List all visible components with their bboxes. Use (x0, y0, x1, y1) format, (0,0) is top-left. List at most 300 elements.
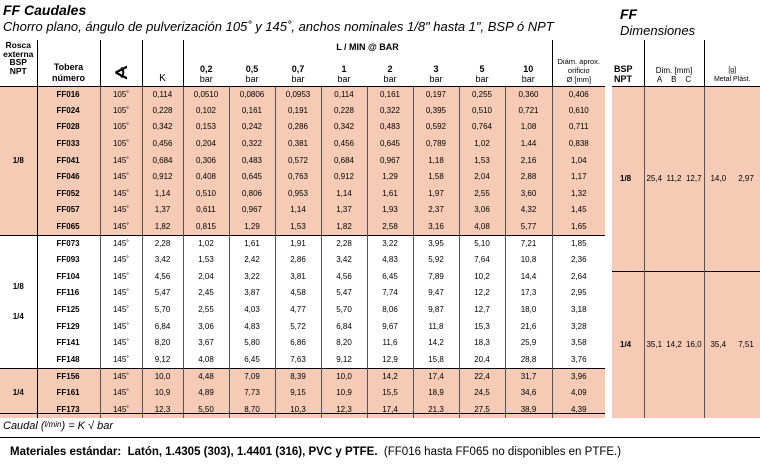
table-row (0, 219, 605, 236)
flow-value: 0,306 (183, 152, 229, 169)
flow-value: 0,204 (183, 136, 229, 153)
flow-value: 1,14 (275, 202, 321, 219)
col-nozzle-header: Tobera número (37, 40, 100, 86)
nozzle-number: FF033 (37, 136, 100, 153)
flow-value: 12,9 (367, 352, 413, 369)
table-row (0, 152, 605, 169)
flow-value: 3,81 (275, 269, 321, 286)
k-factor: 1,14 (142, 186, 183, 203)
flow-value: 38,9 (505, 401, 552, 418)
flow-value: 0,763 (275, 169, 321, 186)
flow-value: 0,381 (275, 136, 321, 153)
weight-metal: 14,0 (704, 86, 732, 271)
flow-value: 0,360 (505, 86, 552, 103)
pressure-unit: bar (475, 73, 489, 84)
flow-value: 7,73 (229, 385, 275, 402)
flow-value: 17,4 (413, 368, 459, 385)
k-factor: 10,0 (142, 368, 183, 385)
table-row (0, 368, 605, 385)
spray-angle: 145˚ (100, 368, 142, 385)
flow-value: 0,592 (413, 119, 459, 136)
nozzle-number: FF116 (37, 285, 100, 302)
flow-value: 1,53 (183, 252, 229, 269)
spray-angle: 145˚ (100, 401, 142, 418)
flow-value: 3,42 (321, 252, 367, 269)
orifice-diameter: 4,09 (552, 385, 605, 402)
flow-value: 3,60 (505, 186, 552, 203)
orifice-diameter: 0,711 (552, 119, 605, 136)
orifice-diameter: 1,17 (552, 169, 605, 186)
col-diameter-header: Diám. aprox. orificio Ø [mm] (552, 40, 605, 86)
flow-value: 0,408 (183, 169, 229, 186)
flow-value: 1,14 (321, 186, 367, 203)
flow-value: 6,84 (321, 318, 367, 335)
dimensions-subtitle: Dimensiones (620, 23, 696, 38)
flow-formula: Caudal (l/min) = K √ bar (0, 413, 605, 435)
flow-header (0, 0, 605, 40)
orifice-diameter: 0,610 (552, 103, 605, 120)
flow-value: 25,9 (505, 335, 552, 352)
dim-c: 12,7 (684, 86, 704, 271)
spray-angle: 145˚ (100, 352, 142, 369)
flow-value: 1,97 (413, 186, 459, 203)
flow-value: 1,58 (413, 169, 459, 186)
flow-value: 0,322 (367, 103, 413, 120)
nozzle-number: FF073 (37, 235, 100, 252)
nozzle-number: FF028 (37, 119, 100, 136)
flow-value: 10,3 (275, 401, 321, 418)
flow-value: 5,50 (183, 401, 229, 418)
pressure-unit: bar (245, 73, 259, 84)
flow-value: 15,5 (367, 385, 413, 402)
table-row (0, 235, 605, 252)
flow-value: 1,82 (321, 219, 367, 236)
flow-value: 0,510 (459, 103, 505, 120)
flow-value: 4,32 (505, 202, 552, 219)
table-row (0, 136, 605, 153)
k-factor: 0,912 (142, 169, 183, 186)
k-factor: 12,3 (142, 401, 183, 418)
flow-value: 9,87 (413, 302, 459, 319)
flow-subtitle: Chorro plano, ángulo de pulverización 105˚ y 145˚, anchos nominales 1/8" hasta 1", BSP ó NPT (3, 19, 554, 34)
orifice-diameter: 3,18 (552, 302, 605, 319)
flow-value: 3,06 (459, 202, 505, 219)
pressure-value: 10 (523, 63, 534, 74)
orifice-diameter: 0,838 (552, 136, 605, 153)
table-row (0, 169, 605, 186)
flow-value: 14,4 (505, 269, 552, 286)
orifice-diameter: 2,95 (552, 285, 605, 302)
table-row (0, 186, 605, 203)
flow-value: 1,29 (367, 169, 413, 186)
flow-value: 2,04 (459, 169, 505, 186)
flow-value: 18,0 (505, 302, 552, 319)
flow-value: 1,61 (367, 186, 413, 203)
flow-value: 2,45 (183, 285, 229, 302)
flow-value: 18,9 (413, 385, 459, 402)
orifice-diameter: 0,406 (552, 86, 605, 103)
dim-row (612, 271, 760, 418)
weight-metal: 35,4 (704, 271, 732, 418)
k-factor: 6,84 (142, 318, 183, 335)
dim-row (612, 86, 760, 271)
flow-value: 12,2 (459, 285, 505, 302)
flow-value: 3,95 (413, 235, 459, 252)
flow-value: 17,3 (505, 285, 552, 302)
orifice-diameter: 3,76 (552, 352, 605, 369)
pressure-unit: bar (337, 73, 351, 84)
orifice-diameter: 3,96 (552, 368, 605, 385)
spray-angle: 145˚ (100, 252, 142, 269)
flow-value: 0,0806 (229, 86, 275, 103)
flow-value: 24,5 (459, 385, 505, 402)
flow-value: 2,88 (505, 169, 552, 186)
flow-value: 2,55 (183, 302, 229, 319)
weight-plastic: 2,97 (732, 86, 760, 271)
k-factor: 3,42 (142, 252, 183, 269)
flow-value: 7,21 (505, 235, 552, 252)
flow-value: 6,86 (275, 335, 321, 352)
materials-value: Latón, 1.4305 (303), 1.4401 (316), PVC y PTFE. (127, 446, 378, 458)
k-factor: 4,56 (142, 269, 183, 286)
pressure-value: 1 (341, 63, 347, 74)
weight-plastic: 7,51 (732, 271, 760, 418)
spray-angle: 145˚ (100, 335, 142, 352)
spray-angle: 145˚ (100, 385, 142, 402)
flow-value: 31,7 (505, 368, 552, 385)
dim-thread: 1/4 (612, 271, 644, 418)
flow-value: 1,02 (459, 136, 505, 153)
dim-thread: 1/8 (612, 86, 644, 271)
flow-value: 7,89 (413, 269, 459, 286)
flow-value: 0,953 (275, 186, 321, 203)
table-row (0, 202, 605, 219)
flow-value: 2,28 (321, 235, 367, 252)
k-factor: 10,9 (142, 385, 183, 402)
flow-value: 5,92 (413, 252, 459, 269)
flow-table (0, 40, 605, 418)
spray-angle: 145˚ (100, 318, 142, 335)
nozzle-number: FF093 (37, 252, 100, 269)
flow-value: 0,342 (321, 119, 367, 136)
dimensions-header (612, 0, 760, 40)
nozzle-number: FF065 (37, 219, 100, 236)
flow-value: 9,47 (413, 285, 459, 302)
col-thread-header: Rosca externa BSP NPT (0, 40, 37, 86)
pressure-unit: bar (429, 73, 443, 84)
flow-value: 0,0510 (183, 86, 229, 103)
orifice-diameter: 1,04 (552, 152, 605, 169)
flow-value: 1,53 (275, 219, 321, 236)
k-factor: 1,37 (142, 202, 183, 219)
dimensions-title: FF (620, 6, 638, 22)
flow-title: FF Caudales (3, 2, 87, 18)
flow-value: 6,45 (229, 352, 275, 369)
flow-value: 7,63 (275, 352, 321, 369)
flow-value: 21,6 (505, 318, 552, 335)
flow-value: 2,58 (367, 219, 413, 236)
k-factor: 0,114 (142, 86, 183, 103)
k-factor: 9,12 (142, 352, 183, 369)
pressure-header-1 (229, 53, 275, 86)
flow-value: 0,684 (321, 152, 367, 169)
flow-value: 1,93 (367, 202, 413, 219)
flow-value: 5,77 (505, 219, 552, 236)
flow-value: 3,22 (367, 235, 413, 252)
k-factor: 0,228 (142, 103, 183, 120)
flow-value: 21,3 (413, 401, 459, 418)
flow-value: 0,483 (367, 119, 413, 136)
flow-value: 0,483 (229, 152, 275, 169)
flow-value: 12,3 (321, 401, 367, 418)
pressure-unit: bar (199, 73, 213, 84)
flow-value: 4,56 (321, 269, 367, 286)
materials-exception: (FF016 hasta FF065 no disponibles en PTFE.) (383, 446, 622, 458)
dim-col-weight-header: [g] Metal Plást. (704, 40, 760, 86)
flow-value: 15,8 (413, 352, 459, 369)
flow-value: 0,161 (367, 86, 413, 103)
table-row (0, 335, 605, 352)
flow-value: 2,86 (275, 252, 321, 269)
nozzle-number: FF052 (37, 186, 100, 203)
dim-b: 11,2 (664, 86, 684, 271)
flow-value: 8,39 (275, 368, 321, 385)
flow-value: 0,611 (183, 202, 229, 219)
flow-value: 5,72 (275, 318, 321, 335)
table-row (0, 103, 605, 120)
table-row (0, 285, 605, 302)
k-factor: 5,47 (142, 285, 183, 302)
nozzle-number: FF057 (37, 202, 100, 219)
dim-col-thread-header: BSP NPT (612, 40, 644, 86)
pressure-header-0 (183, 53, 229, 86)
flow-value: 5,47 (321, 285, 367, 302)
orifice-diameter: 1,45 (552, 202, 605, 219)
k-factor: 0,456 (142, 136, 183, 153)
nozzle-number: FF024 (37, 103, 100, 120)
flow-value: 4,77 (275, 302, 321, 319)
flow-value: 3,67 (183, 335, 229, 352)
flow-value: 0,153 (183, 119, 229, 136)
orifice-diameter: 3,58 (552, 335, 605, 352)
flow-value: 5,10 (459, 235, 505, 252)
flow-value: 0,510 (183, 186, 229, 203)
flow-value: 0,572 (275, 152, 321, 169)
pressure-unit: bar (521, 73, 535, 84)
orifice-diameter: 1,65 (552, 219, 605, 236)
orifice-diameter: 1,32 (552, 186, 605, 203)
orifice-diameter: 4,39 (552, 401, 605, 418)
spray-angle: 105˚ (100, 86, 142, 103)
flow-value: 4,08 (183, 352, 229, 369)
pressure-value: 5 (479, 63, 485, 74)
flow-value: 14,2 (367, 368, 413, 385)
flow-value: 3,87 (229, 285, 275, 302)
flow-value: 8,06 (367, 302, 413, 319)
spray-angle: 145˚ (100, 186, 142, 203)
flow-value: 0,789 (413, 136, 459, 153)
table-row (0, 302, 605, 319)
flow-value: 14,2 (413, 335, 459, 352)
flow-value: 7,74 (367, 285, 413, 302)
flow-value: 4,08 (459, 219, 505, 236)
flow-value: 0,721 (505, 103, 552, 120)
pressure-value: 3 (433, 63, 439, 74)
flow-value: 0,197 (413, 86, 459, 103)
flow-value: 0,286 (275, 119, 321, 136)
thread-size-cell: 1/8 1/4 (0, 235, 37, 368)
flow-value: 0,114 (321, 86, 367, 103)
flow-value: 4,83 (367, 252, 413, 269)
pressure-header-2 (275, 53, 321, 86)
flow-value: 9,15 (275, 385, 321, 402)
flow-value: 3,06 (183, 318, 229, 335)
flow-value: 8,20 (321, 335, 367, 352)
pressure-value: 0,2 (199, 63, 213, 74)
table-row (0, 269, 605, 286)
pressure-value: 2 (387, 63, 393, 74)
nozzle-number: FF104 (37, 269, 100, 286)
orifice-diameter: 1,85 (552, 235, 605, 252)
spray-angle: 145˚ (100, 169, 142, 186)
flow-value: 0,255 (459, 86, 505, 103)
flow-value: 4,89 (183, 385, 229, 402)
flow-value: 1,53 (459, 152, 505, 169)
k-factor: 1,82 (142, 219, 183, 236)
flow-value: 0,645 (229, 169, 275, 186)
flow-value: 22,4 (459, 368, 505, 385)
flow-value: 4,48 (183, 368, 229, 385)
table-row (0, 119, 605, 136)
flow-value: 3,22 (229, 269, 275, 286)
nozzle-number: FF041 (37, 152, 100, 169)
pressure-unit: bar (291, 73, 305, 84)
flow-value: 0,161 (229, 103, 275, 120)
dim-a: 35,1 (644, 271, 664, 418)
nozzle-number: FF125 (37, 302, 100, 319)
nozzle-number: FF016 (37, 86, 100, 103)
flow-units-header: L / MIN @ BAR (183, 40, 552, 53)
dim-a: 25,4 (644, 86, 664, 271)
flow-value: 15,3 (459, 318, 505, 335)
dim-c: 16,0 (684, 271, 704, 418)
flow-value: 0,806 (229, 186, 275, 203)
flow-value: 28,8 (505, 352, 552, 369)
materials-label: Materiales estándar: (10, 446, 122, 458)
flow-value: 1,61 (229, 235, 275, 252)
flow-value: 27,5 (459, 401, 505, 418)
flow-value: 2,42 (229, 252, 275, 269)
spray-angle: 105˚ (100, 103, 142, 120)
pressure-header-7 (505, 53, 552, 86)
flow-value: 0,967 (229, 202, 275, 219)
flow-value: 1,02 (183, 235, 229, 252)
flow-value: 1,37 (321, 202, 367, 219)
pressure-value: 0,5 (245, 63, 259, 74)
spray-angle: 145˚ (100, 202, 142, 219)
flow-value: 0,242 (229, 119, 275, 136)
flow-value: 10,0 (321, 368, 367, 385)
pressure-unit: bar (383, 73, 397, 84)
spray-angle: 145˚ (100, 235, 142, 252)
pressure-value: 0,7 (291, 63, 305, 74)
thread-size-cell: 1/8 (0, 86, 37, 235)
flow-value: 10,2 (459, 269, 505, 286)
flow-value: 6,45 (367, 269, 413, 286)
flow-value: 9,12 (321, 352, 367, 369)
materials-note (0, 437, 760, 467)
spray-angle-icon: ∢ (100, 40, 142, 86)
flow-value: 0,322 (229, 136, 275, 153)
table-row (0, 352, 605, 369)
flow-value: 2,55 (459, 186, 505, 203)
flow-value: 2,37 (413, 202, 459, 219)
flow-value: 4,58 (275, 285, 321, 302)
flow-value: 5,80 (229, 335, 275, 352)
flow-value: 0,395 (413, 103, 459, 120)
pressure-header-5 (413, 53, 459, 86)
dimensions-table (612, 40, 760, 418)
k-factor: 8,20 (142, 335, 183, 352)
pressure-header-6 (459, 53, 505, 86)
pressure-header-4 (367, 53, 413, 86)
dim-col-dims-header: Dim. [mm] A B C (644, 40, 704, 86)
flow-value: 0,815 (183, 219, 229, 236)
flow-value: 0,456 (321, 136, 367, 153)
flow-value: 1,29 (229, 219, 275, 236)
spray-angle: 105˚ (100, 119, 142, 136)
flow-value: 20,4 (459, 352, 505, 369)
spray-angle: 145˚ (100, 219, 142, 236)
table-row (0, 86, 605, 103)
nozzle-number: FF129 (37, 318, 100, 335)
table-row (0, 252, 605, 269)
nozzle-number: FF141 (37, 335, 100, 352)
flow-value: 2,16 (505, 152, 552, 169)
flow-value: 0,102 (183, 103, 229, 120)
flow-value: 0,764 (459, 119, 505, 136)
spray-angle: 145˚ (100, 152, 142, 169)
flow-value: 7,09 (229, 368, 275, 385)
flow-value: 10,8 (505, 252, 552, 269)
spray-angle: 145˚ (100, 269, 142, 286)
k-factor: 5,70 (142, 302, 183, 319)
thread-size-cell: 1/4 (0, 368, 37, 418)
flow-value: 5,70 (321, 302, 367, 319)
flow-value: 3,16 (413, 219, 459, 236)
flow-value: 11,8 (413, 318, 459, 335)
nozzle-number: FF161 (37, 385, 100, 402)
nozzle-number: FF046 (37, 169, 100, 186)
k-factor: 0,684 (142, 152, 183, 169)
dim-b: 14,2 (664, 271, 684, 418)
flow-value: 0,0953 (275, 86, 321, 103)
nozzle-number: FF156 (37, 368, 100, 385)
table-row (0, 318, 605, 335)
flow-value: 2,04 (183, 269, 229, 286)
table-row (0, 385, 605, 402)
flow-value: 17,4 (367, 401, 413, 418)
nozzle-number: FF148 (37, 352, 100, 369)
k-factor: 2,28 (142, 235, 183, 252)
spray-angle: 105˚ (100, 136, 142, 153)
flow-value: 1,18 (413, 152, 459, 169)
flow-value: 0,228 (321, 103, 367, 120)
flow-value: 9,67 (367, 318, 413, 335)
flow-value: 11,6 (367, 335, 413, 352)
spray-angle: 145˚ (100, 285, 142, 302)
flow-value: 4,83 (229, 318, 275, 335)
